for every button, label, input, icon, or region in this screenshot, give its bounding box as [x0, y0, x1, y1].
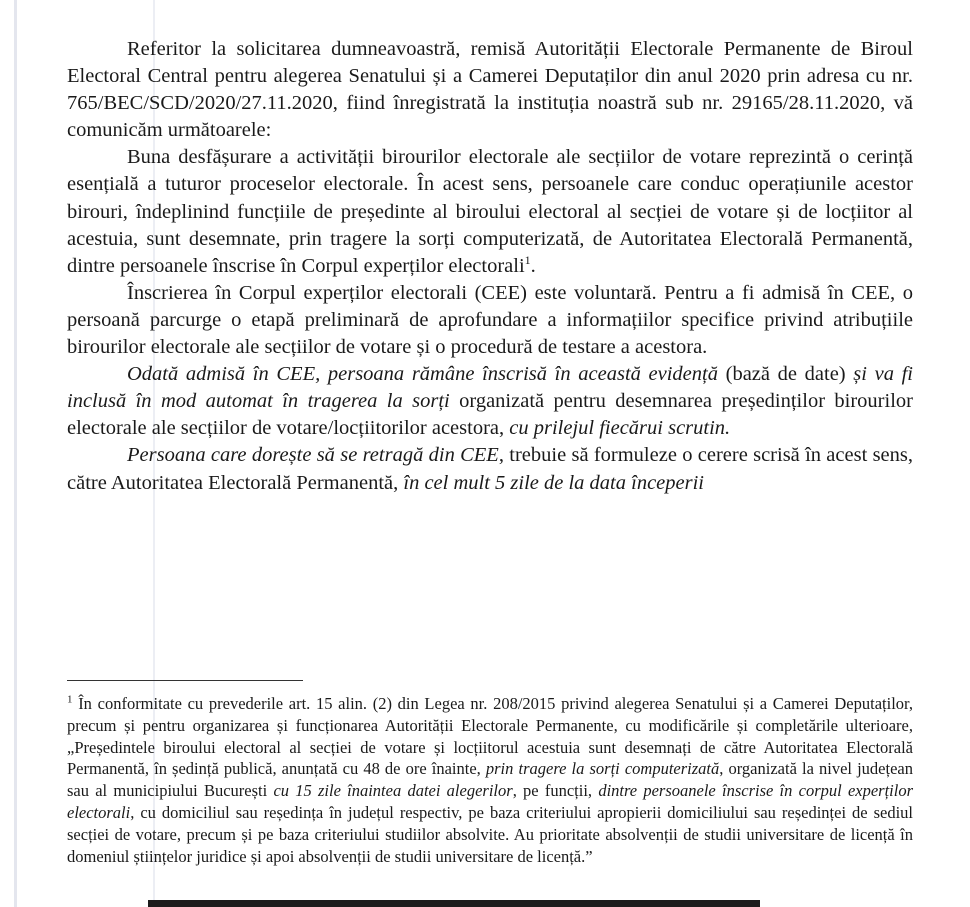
paragraph-text: .	[530, 254, 536, 277]
bottom-bar	[148, 900, 760, 907]
footnote-separator	[67, 680, 303, 681]
italic-text: cu 15 zile înaintea datei alegerilor	[273, 781, 513, 801]
paragraph-cee-withdrawal	[67, 442, 913, 496]
footnote-reference[interactable]: 1	[524, 252, 531, 267]
paragraph-text: , trebuie să formuleze o cerere scrisă în acest sens, către Autoritatea Electorală Permanentă,	[67, 444, 913, 494]
paragraph-text: organizată pentru desemnarea președinților birourilor electorale ale secțiilor de votare/locțiitorilor acestora,	[67, 390, 913, 440]
footnote-text: , pe funcții,	[512, 781, 599, 801]
italic-text: prin tragere la sorți computerizată	[485, 759, 720, 779]
footnote-text: , organizată la nivel județean sau al municipiului București	[67, 759, 913, 801]
italic-text: Persoana care dorește să se retragă din CEE	[127, 444, 499, 467]
paragraph-text: Buna desfășurare a activității birourilor electorale ale secțiilor de votare reprezintă o cerință esențială a tuturor proceselor electorale. În acest sens, persoanele care conduc operațiunile acestor birouri, îndeplinind funcțiile de președinte al biroului electoral al secției de votare și de locțiitor al acestuia, sunt desemnate, prin tragere la sorți computerizată, de Autoritatea Electorală Permanentă, dintre persoanele înscrise în Corpul experților electorali	[67, 146, 913, 277]
paragraph-text: Referitor la solicitarea dumneavoastră, remisă Autorității Electorale Permanente de Biroul Electoral Central pentru alegerea Senatului și a Camerei Deputaților din anul 2020 prin adresa cu nr. 765/BEC/SCD/2020/27.11.2020, fiind înregistrată la instituția noastră sub nr. 29165/28.11.2020, vă comunicăm următoarele:	[67, 38, 913, 142]
italic-text: dintre persoanele înscrise în corpul experților electorali	[67, 781, 914, 822]
paragraph-text: Înscrierea în Corpul experților electorali (CEE) este voluntară. Pentru a fi admisă în CEE, o persoană parcurge o etapă preliminară de aprofundare a informațiilor specifice privind atribuțiile birourilor electorale ale secțiilor de votare și o procedură de testare a acestora.	[67, 281, 913, 359]
footnote-text: În conformitate cu prevederile art. 15 alin. (2) din Legea nr. 208/2015 privind alegerea Senatului și a Camerei Deputaților, precum și pentru organizarea și funcționarea Autorității Electorale Permanente, cu modificările și completările ulterioare, „Președintele biroului electoral al secției de votare și locțiitorul acestuia sunt desemnați de către Autoritatea Electorală Permanentă, în ședință publică, anunțată cu 48 de ore înainte,	[67, 694, 913, 779]
italic-text: în cel mult 5 zile de la data începerii	[403, 471, 704, 494]
italic-text: cu prilejul fiecărui scrutin.	[509, 417, 731, 440]
italic-text: și va fi inclusă în mod automat în tragerea la sorți	[67, 363, 913, 413]
footnote-marker: 1	[67, 693, 73, 706]
footnote-text: , cu domiciliul sau reședința în județul respectiv, pe baza criteriului apropierii domiciliului sau reședinței de sediul secției de votare, precum și pe baza criteriului studiilor absolvite. Au prioritate absolvenții de studii universitare de licență în domeniul științelor juridice și apoi absolvenții de studii universitare de licență.”	[67, 802, 913, 866]
paragraph-text: (bază de date)	[717, 363, 854, 386]
footnote-1	[67, 693, 913, 867]
scan-edge	[14, 0, 17, 907]
paragraph-electoral-bureaus	[67, 144, 913, 279]
italic-text: Odată admisă în CEE, persoana rămâne înscrisă în această evidență	[127, 363, 718, 386]
paragraph-cee-registration	[67, 280, 913, 361]
paragraph-cee-admission	[67, 361, 913, 442]
letter-body	[67, 36, 913, 497]
paragraph-reference	[67, 36, 913, 144]
